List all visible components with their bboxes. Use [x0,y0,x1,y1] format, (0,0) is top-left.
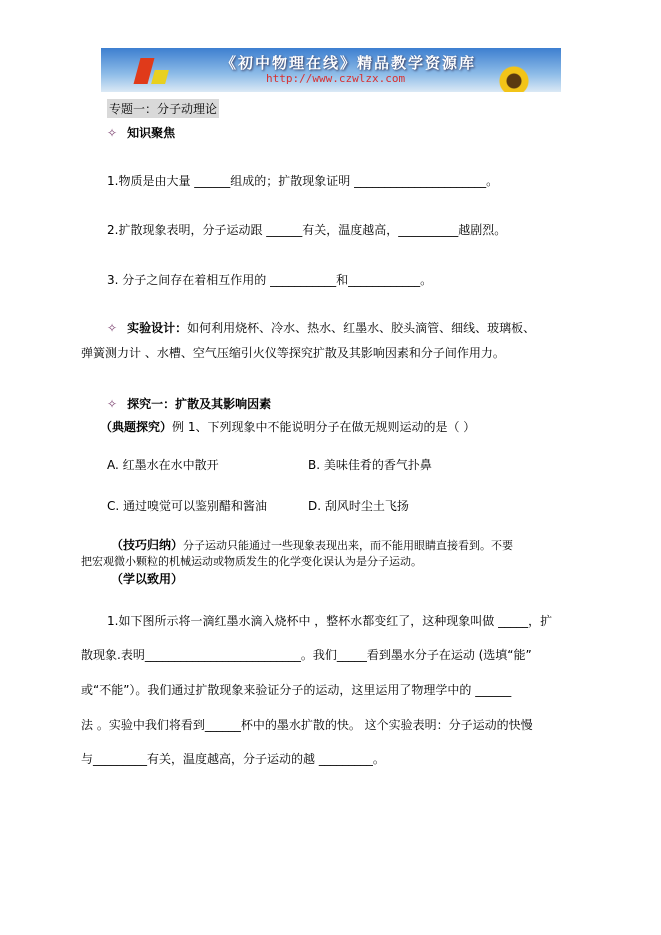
section-knowledge [107,124,175,141]
design-text: 如何利用烧杯、冷水、热水、红墨水、胶头滴管、细线、玻璃板、 [187,321,536,335]
diamond-bullet-icon: ✧ [107,321,118,335]
example-label: （典题探究） [100,420,173,434]
apply-line-5: 与_________有关，温度越高，分子运动的越 _________。 [81,752,385,766]
design-text-cont: 弹簧测力计 、水槽、空气压缩引火仪等探究扩散及其影响因素和分子间作用力。 [81,346,505,360]
section-heading: 探究一：扩散及其影响因素 [127,397,272,411]
tip-label: （技巧归纳） [111,538,184,552]
banner-image [101,48,561,92]
section-heading: 知识聚焦 [127,126,176,140]
tip-text-cont: 把宏观微小颗粒的机械运动或物质发生的化学变化误认为是分子运动。 [81,555,422,568]
banner-title: 《初中物理在线》精品教学资源库 [221,54,477,72]
apply-line-1: 1.如下图所示将一滴红墨水滴入烧杯中 ，整杯水都变红了，这种现象叫做 _____，扩 [107,614,553,628]
example-1 [100,418,475,435]
logo-mark-secondary [151,70,169,84]
apply-label: （学以致用） [111,572,184,586]
apply-line-2: 散现象.表明__________________________。我们_____看到墨水分子在运动 (选填“能” [81,648,532,662]
diamond-bullet-icon: ✧ [107,126,118,140]
question-1: 1.物质是由大量 ______组成的；扩散现象证明 ______________________。 [107,174,499,188]
option-a: A. 红墨水在水中散开 [107,458,219,472]
topic-title: 专题一：分子动理论 [107,99,219,118]
option-b: B. 美味佳肴的香气扑鼻 [308,458,432,472]
design-label: 实验设计： [127,321,188,335]
diamond-bullet-icon: ✧ [107,397,118,411]
banner-url: http://www.czwlzx.com [266,72,406,85]
sunflower-image [496,66,532,92]
apply-line-4: 法 。实验中我们将看到______杯中的墨水扩散的快。 这个实验表明：分子运动的快慢 [81,718,533,732]
section-explore-1 [107,395,271,412]
example-text: 例 1、下列现象中不能说明分子在做无规则运动的是（ ） [172,420,476,434]
apply-line-3: 或“不能”）。我们通过扩散现象来验证分子的运动，这里运用了物理学中的 ______ [81,683,512,697]
tip-text: 分子运动只能通过一些现象表现出来，而不能用眼睛直接看到。不要 [183,539,514,552]
question-3: 3. 分子之间存在着相互作用的 ___________和____________。 [107,273,433,287]
question-2: 2.扩散现象表明，分子运动跟 ______有关，温度越高，__________越剧烈。 [107,223,507,237]
experiment-design [107,319,535,336]
option-c: C. 通过嗅觉可以鉴别醋和酱油 [107,499,268,513]
tip [111,536,513,553]
option-d: D. 刮风时尘土飞扬 [308,499,409,513]
